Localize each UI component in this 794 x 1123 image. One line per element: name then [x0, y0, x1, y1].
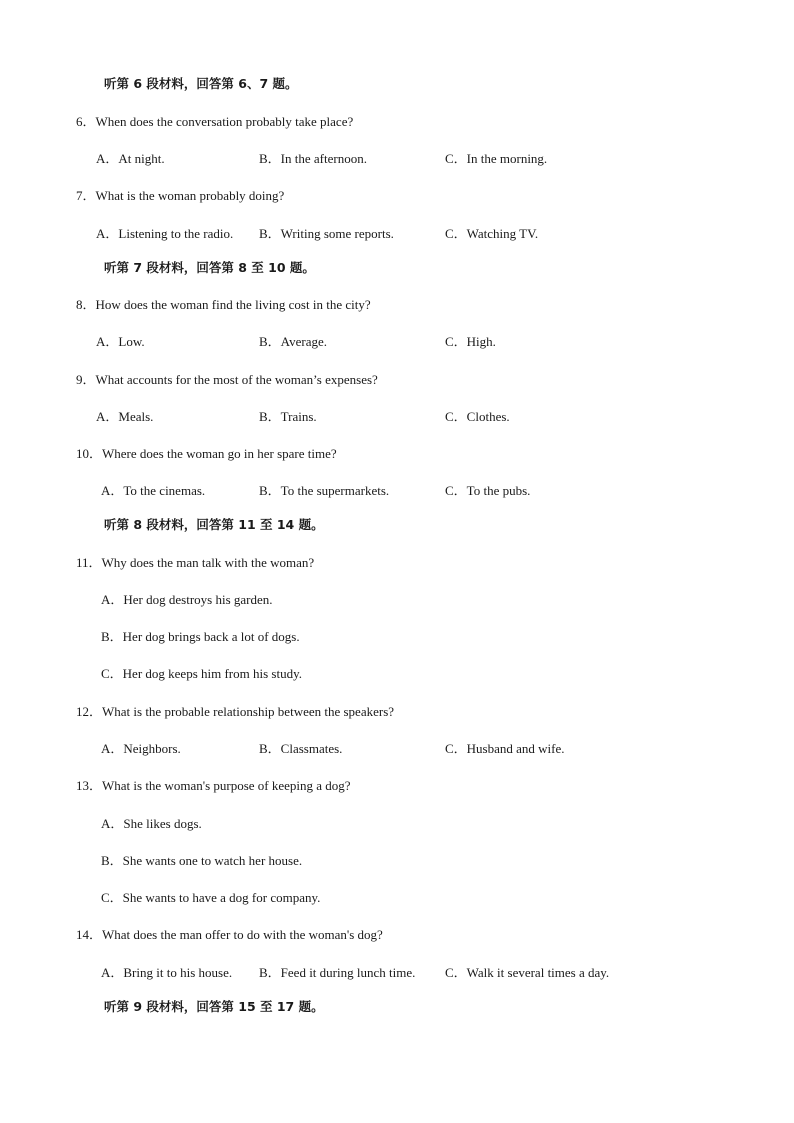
section-heading: 听第 9 段材料，回答第 15 至 17 题。 [104, 999, 324, 1014]
option-b: B．Feed it during lunch time. [259, 965, 416, 980]
option-c: C．Watching TV. [445, 226, 539, 241]
option-c: C．She wants to have a dog for company. [101, 890, 321, 905]
option-a: A．Her dog destroys his garden. [101, 592, 273, 607]
option-a: A．Bring it to his house. [101, 965, 233, 980]
option-a: A．Low. [96, 334, 145, 349]
option-b: B．Writing some reports. [259, 226, 394, 241]
option-b: B．Her dog brings back a lot of dogs. [101, 629, 300, 644]
option-b: B．Trains. [259, 409, 317, 424]
option-b: B．In the afternoon. [259, 151, 367, 166]
option-c: C．Husband and wife. [445, 741, 565, 756]
option-a: A．Neighbors. [101, 741, 181, 756]
option-b: B．To the supermarkets. [259, 483, 390, 498]
option-b: B．She wants one to watch her house. [101, 853, 303, 868]
option-a: A．Meals. [96, 409, 154, 424]
option-c: C．To the pubs. [445, 483, 531, 498]
question-stem: 13．What is the woman's purpose of keeping a dog? [76, 778, 351, 793]
option-a: A．She likes dogs. [101, 816, 202, 831]
question-stem: 14．What does the man offer to do with the woman's dog? [76, 927, 383, 942]
question-stem: 12．What is the probable relationship between the speakers? [76, 704, 395, 719]
option-a: A．Listening to the radio. [96, 226, 234, 241]
section-heading: 听第 6 段材料，回答第 6、7 题。 [104, 76, 298, 91]
option-a: A．At night. [96, 151, 165, 166]
option-c: C．In the morning. [445, 151, 548, 166]
option-a: A．To the cinemas. [101, 483, 206, 498]
option-b: B．Classmates. [259, 741, 343, 756]
question-stem: 7．What is the woman probably doing? [76, 188, 285, 203]
question-stem: 10．Where does the woman go in her spare time? [76, 446, 337, 461]
section-heading: 听第 7 段材料，回答第 8 至 10 题。 [104, 260, 315, 275]
section-heading: 听第 8 段材料，回答第 11 至 14 题。 [104, 517, 324, 532]
question-stem: 8．How does the woman find the living cost in the city? [76, 297, 371, 312]
option-b: B．Average. [259, 334, 327, 349]
option-c: C．Clothes. [445, 409, 510, 424]
option-c: C．Her dog keeps him from his study. [101, 666, 302, 681]
option-c: C．High. [445, 334, 496, 349]
question-stem: 9．What accounts for the most of the woman’s expenses? [76, 372, 378, 387]
option-c: C．Walk it several times a day. [445, 965, 610, 980]
question-stem: 6．When does the conversation probably take place? [76, 114, 354, 129]
question-stem: 11．Why does the man talk with the woman? [76, 555, 315, 570]
